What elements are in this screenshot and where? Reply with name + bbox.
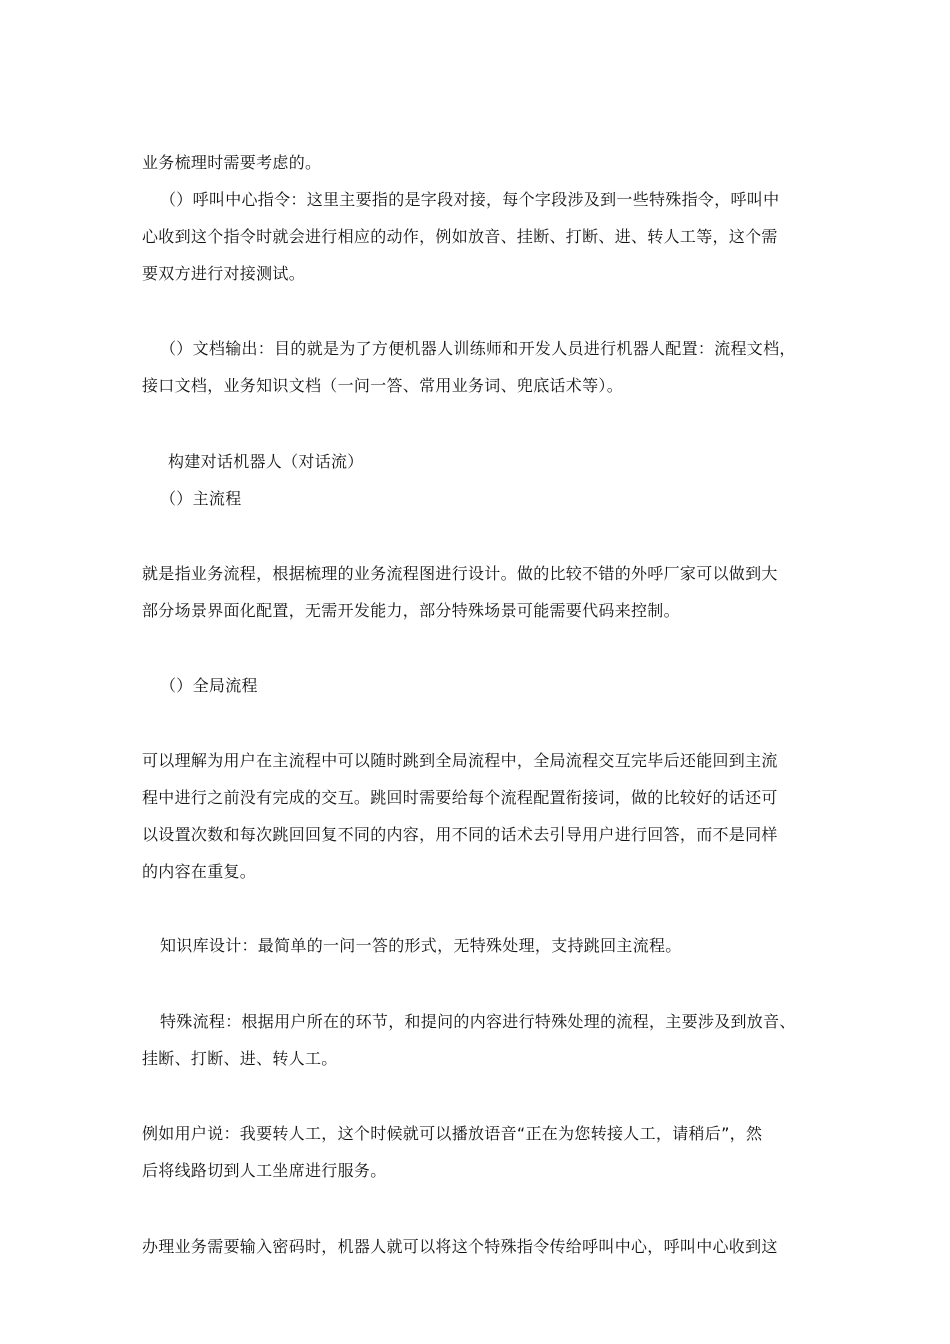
- text-line-global-flow-2: 程中进行之前没有完成的交互。跳回时需要给每个流程配置衔接词，做的比较好的话还可: [142, 788, 778, 807]
- text-line-special-flow-list: 挂断、打断、进、转人工。: [142, 1049, 338, 1068]
- text-line-doc-output: （）文档输出：目的就是为了方便机器人训练师和开发人员进行机器人配置：流程文档，: [160, 339, 796, 358]
- text-line-main-flow-desc: 就是指业务流程，根据梳理的业务流程图进行设计。做的比较不错的外呼厂家可以做到大: [142, 564, 778, 583]
- text-line-global-flow-4: 的内容在重复。: [142, 862, 257, 881]
- text-line-special-flow: 特殊流程：根据用户所在的环节，和提问的内容进行特殊处理的流程，主要涉及到放音、: [160, 1012, 796, 1031]
- text-line-doc-list: 接口文档，业务知识文档（一问一答、常用业务词、兜底话术等）。: [142, 376, 624, 395]
- text-line-global-flow-3: 以设置次数和每次跳回回复不同的内容，用不同的话术去引导用户进行回答，而不是同样: [142, 825, 778, 844]
- text-line-callcenter-command: （）呼叫中心指令：这里主要指的是字段对接，每个字段涉及到一些特殊指令，呼叫中: [160, 190, 780, 209]
- section-heading-build-bot: 构建对话机器人（对话流）: [168, 452, 364, 471]
- text-line-callcenter-action: 心收到这个指令时就会进行相应的动作，例如放音、挂断、打断、进、转人工等，这个需: [142, 227, 778, 246]
- text-line-knowledge-base: 知识库设计：最简单的一问一答的形式，无特殊处理，支持跳回主流程。: [160, 936, 682, 955]
- text-line-main-flow-config: 部分场景界面化配置，无需开发能力，部分特殊场景可能需要代码来控制。: [142, 601, 680, 620]
- text-line-example-route: 后将线路切到人工坐席进行服务。: [142, 1161, 387, 1180]
- text-line-joint-test: 要双方进行对接测试。: [142, 264, 306, 283]
- text-line-global-flow-1: 可以理解为用户在主流程中可以随时跳到全局流程中，全局流程交互完毕后还能回到主流: [142, 751, 778, 770]
- text-line-example-transfer: 例如用户说：我要转人工，这个时候就可以播放语音“正在为您转接人工，请稍后”，然: [142, 1124, 763, 1143]
- subheading-main-flow: （）主流程: [160, 489, 242, 508]
- text-line-business-sort: 业务梳理时需要考虑的。: [142, 153, 322, 172]
- subheading-global-flow: （）全局流程: [160, 676, 258, 695]
- text-line-password-command: 办理业务需要输入密码时，机器人就可以将这个特殊指令传给呼叫中心，呼叫中心收到这: [142, 1237, 778, 1256]
